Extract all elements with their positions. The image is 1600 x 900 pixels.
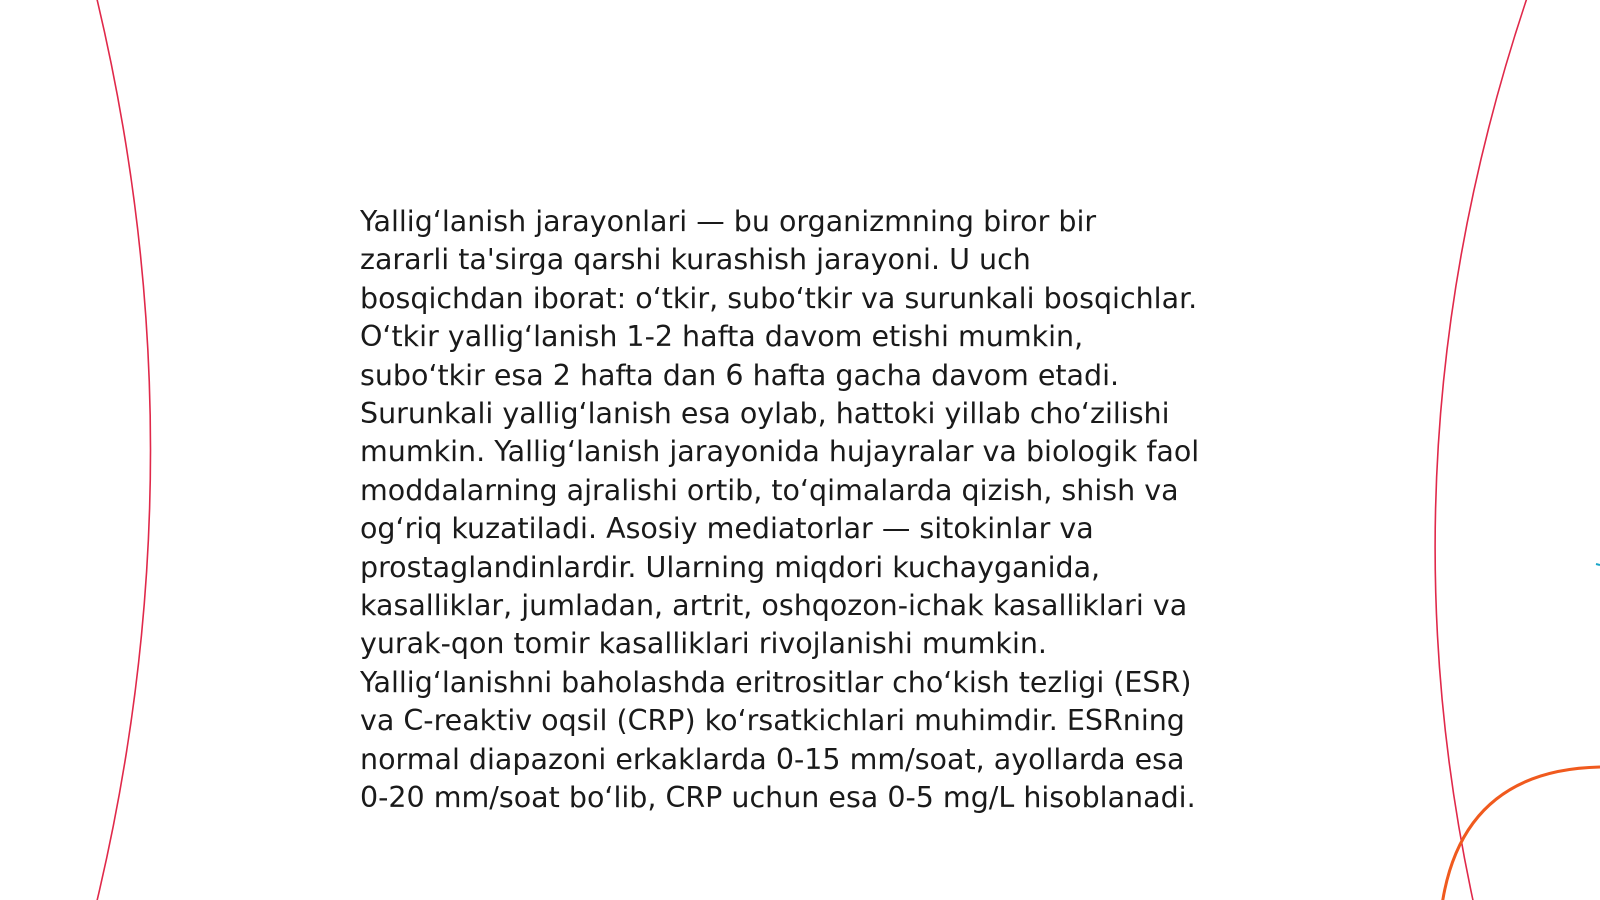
body-line: moddalarning ajralishi ortib, to‘qimalarda qizish, shish va <box>360 473 1179 507</box>
body-line: normal diapazoni erkaklarda 0-15 mm/soat, ayollarda esa <box>360 742 1185 776</box>
body-line: mumkin. Yallig‘lanish jarayonida hujayralar va biologik faol <box>360 435 1200 469</box>
left-decorative-curve <box>96 0 151 900</box>
body-line: O‘tkir yallig‘lanish 1-2 hafta davom etishi mumkin, <box>360 320 1084 354</box>
body-line: va C-reaktiv oqsil (CRP) ko‘rsatkichlari muhimdir. ESRning <box>360 704 1185 738</box>
body-line: zararli ta'sirga qarshi kurashish jarayoni. U uch <box>360 243 1031 277</box>
body-line: bosqichdan iborat: o‘tkir, subo‘tkir va surunkali bosqichlar. <box>360 281 1198 315</box>
orange-arc <box>1442 767 1600 900</box>
body-line: kasalliklar, jumladan, artrit, oshqozon-ichak kasalliklari va <box>360 589 1188 623</box>
body-line: Yallig‘lanish jarayonlari — bu organizmning biror bir <box>360 205 1097 238</box>
right-decorative-curve <box>1435 0 1528 900</box>
body-line: yurak-qon tomir kasalliklari rivojlanishi mumkin. <box>360 627 1047 661</box>
body-line: prostaglandinlardir. Ularning miqdori kuchayganida, <box>360 550 1101 584</box>
body-paragraph <box>360 203 1260 818</box>
body-line: Yallig‘lanishni baholashda eritrositlar cho‘kish tezligi (ESR) <box>360 665 1192 699</box>
body-line: og‘riq kuzatiladi. Asosiy mediatorlar — sitokinlar va <box>360 512 1094 546</box>
body-line: subo‘tkir esa 2 hafta dan 6 hafta gacha davom etadi. <box>360 358 1120 392</box>
body-line: Surunkali yallig‘lanish esa oylab, hattoki yillab cho‘zilishi <box>360 397 1170 431</box>
body-line: 0-20 mm/soat bo‘lib, CRP uchun esa 0-5 mg/L hisoblanadi. <box>360 781 1196 815</box>
teal-mark <box>1596 564 1600 565</box>
